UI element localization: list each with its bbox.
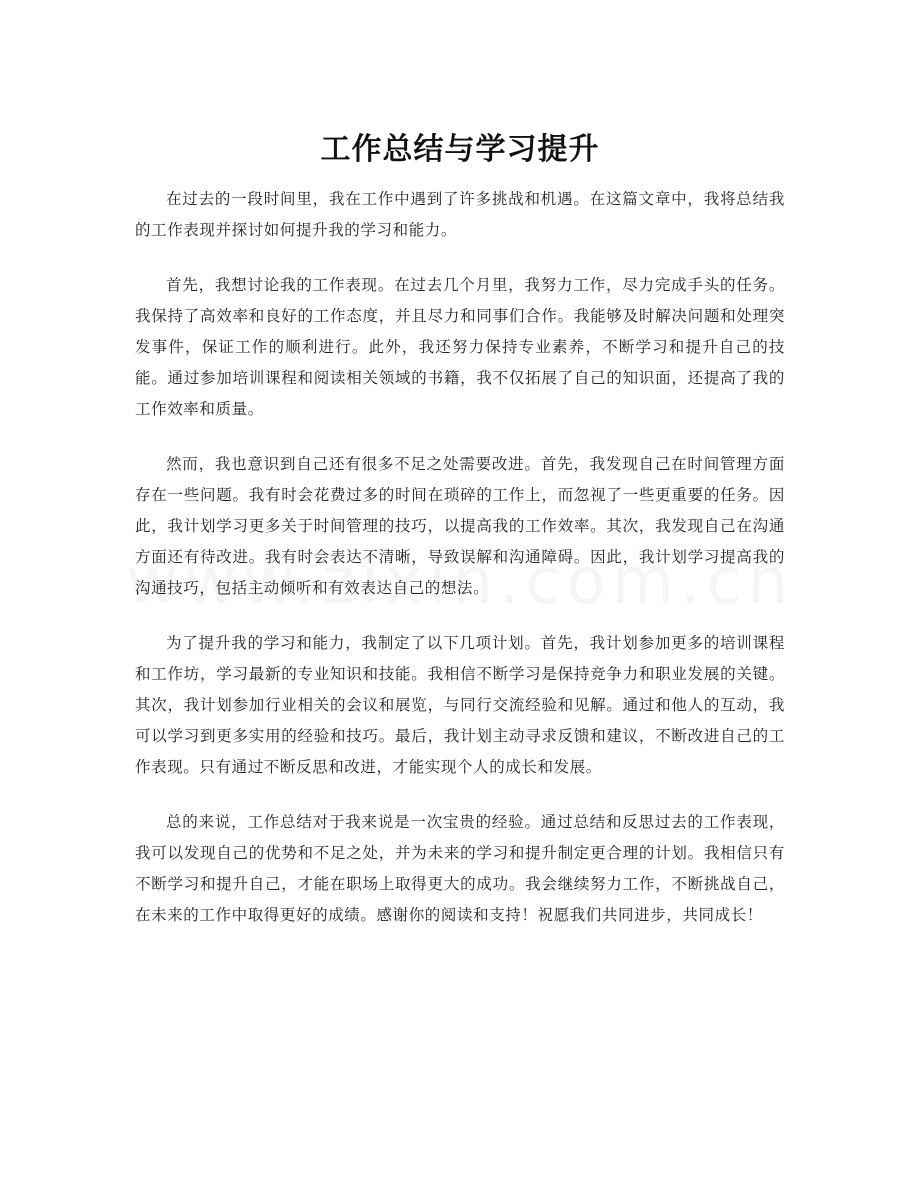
paragraph-work-performance: 首先，我想讨论我的工作表现。在过去几个月里，我努力工作，尽力完成手头的任务。我保持了高效率和良好的工作态度，并且尽力和同事们合作。我能够及时解决问题和处理突发事件，保证工作的顺利进行。此外，我还努力保持专业素养，不断学习和提升自己的技能。通过参加培训课程和阅读相关领域的书籍，我不仅拓展了自己的知识面，还提高了我的工作效率和质量。	[135, 276, 785, 418]
paragraph-intro: 在过去的一段时间里，我在工作中遇到了许多挑战和机遇。在这篇文章中，我将总结我的工作表现并探讨如何提升我的学习和能力。	[135, 190, 785, 239]
paragraph-shortcomings: 然而，我也意识到自己还有很多不足之处需要改进。首先，我发现自己在时间管理方面存在一些问题。我有时会花费过多的时间在琐碎的工作上，而忽视了一些更重要的任务。因此，我计划学习更多关于时间管理的技巧，以提高我的工作效率。其次，我发现自己在沟通方面还有待改进。我有时会表达不清晰，导致误解和沟通障碍。因此，我计划学习提高我的沟通技巧，包括主动倾听和有效表达自己的想法。	[135, 455, 785, 597]
document-body	[135, 184, 785, 955]
paragraph-improvement-plan: 为了提升我的学习和能力，我制定了以下几项计划。首先，我计划参加更多的培训课程和工作坊，学习最新的专业知识和技能。我相信不断学习是保持竞争力和职业发展的关键。其次，我计划参加行业相关的会议和展览，与同行交流经验和见解。通过和他人的互动，我可以学习到更多实用的经验和技巧。最后，我计划主动寻求反馈和建议，不断改进自己的工作表现。只有通过不断反思和改进，才能实现个人的成长和发展。	[135, 634, 785, 776]
paragraph-conclusion: 总的来说，工作总结对于我来说是一次宝贵的经验。通过总结和反思过去的工作表现，我可以发现自己的优势和不足之处，并为未来的学习和提升制定更合理的计划。我相信只有不断学习和提升自己，才能在职场上取得更大的成功。我会继续努力工作，不断挑战自己，在未来的工作中取得更好的成绩。感谢你的阅读和支持！祝愿我们共同进步，共同成长！	[135, 813, 785, 924]
document-title: 工作总结与学习提升	[320, 132, 600, 168]
